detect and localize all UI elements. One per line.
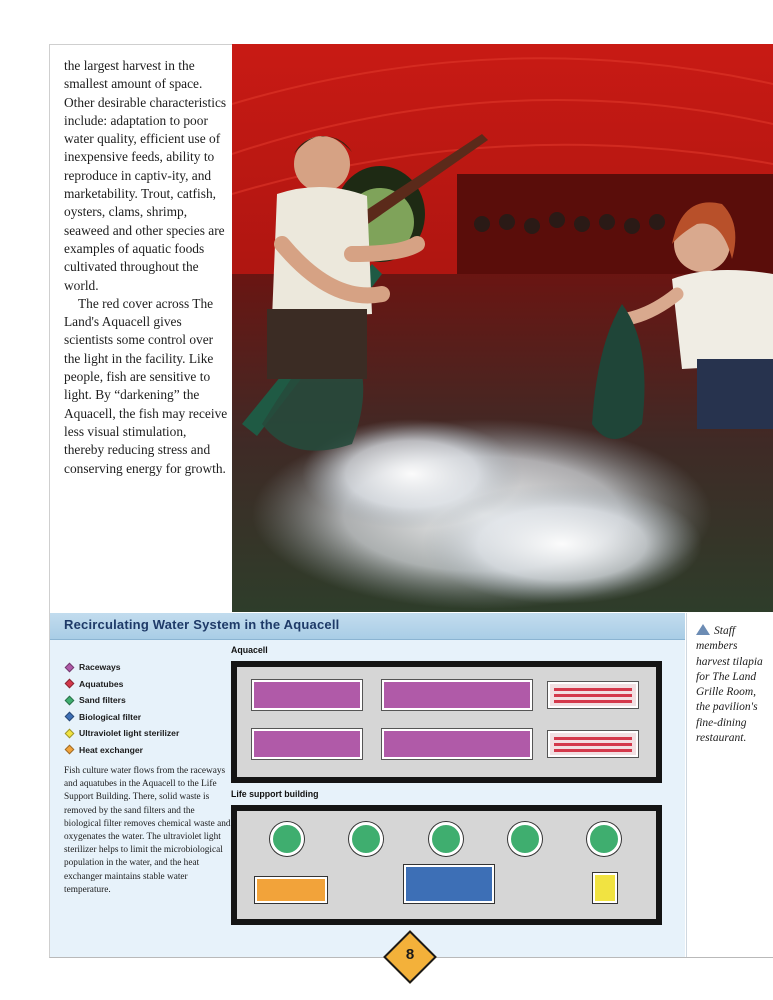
legend-item-raceways xyxy=(64,659,234,676)
aquatube-stripe xyxy=(554,749,632,752)
aquatube xyxy=(548,731,638,757)
triangle-icon xyxy=(696,624,710,635)
legend-label: Sand filters xyxy=(79,695,126,706)
sand-filter xyxy=(429,822,463,856)
harvest-photo-illustration xyxy=(232,44,773,612)
legend-item-heat-exchanger xyxy=(64,742,234,759)
legend-item-biological-filter xyxy=(64,709,234,726)
water-system-diagram xyxy=(50,613,685,957)
aquatube-stripe xyxy=(554,700,632,703)
diamond-icon xyxy=(65,712,75,722)
sand-filter xyxy=(508,822,542,856)
life-support-building xyxy=(231,805,662,925)
legend-item-aquatubes xyxy=(64,676,234,693)
legend-label: Ultraviolet light sterilizer xyxy=(79,728,180,739)
aquatube-stripe xyxy=(554,743,632,746)
harvest-photo xyxy=(232,44,773,612)
aquatube-stripe xyxy=(554,737,632,740)
aquatube-stripe xyxy=(554,688,632,691)
raceway xyxy=(382,680,532,710)
body-paragraph-2: The red cover across The Land's Aquacell gives scientists some control over the light in the facility. Like people, fish are sensitive to light. By “darkening” the Aquacell, the fish may receive less visual stimulation, thereby reducing stress and conserving energy for growth. xyxy=(64,295,228,476)
aquacell-tank xyxy=(231,661,662,783)
caption-text: Staff members harvest tilapia for The Land Grille Room, the pavilion's fine-dining restaurant. xyxy=(696,625,763,745)
legend-label: Raceways xyxy=(79,662,121,673)
diagram-header xyxy=(50,613,685,640)
legend-item-sand-filters xyxy=(64,692,234,709)
page-number: 8 xyxy=(405,946,415,963)
diagram-legend xyxy=(64,659,234,758)
legend-label: Biological filter xyxy=(79,711,142,722)
raceway xyxy=(252,729,362,759)
aquatube-stripe xyxy=(554,694,632,697)
diagram-title: Recirculating Water System in the Aquacell xyxy=(64,617,340,632)
body-text-column xyxy=(64,57,229,478)
aquatube xyxy=(548,682,638,708)
raceway xyxy=(382,729,532,759)
diamond-icon xyxy=(65,745,75,755)
raceway xyxy=(252,680,362,710)
heat-exchanger xyxy=(255,877,327,903)
body-paragraph-1: the largest harvest in the smallest amount of space. Other desirable characteristics include: adaptation to poor water quality, efficient use of inexpensive feeds, ability to reproduce in captiv-ity, and marketability. Trout, catfish, oysters, clams, shrimp, seaweed and other species are examples of aquatic foods cultivated throughout the world. xyxy=(64,58,227,293)
uv-sterilizer xyxy=(593,873,617,903)
legend-item-uv-sterilizer xyxy=(64,725,234,742)
legend-label: Heat exchanger xyxy=(79,744,144,755)
aquacell-label: Aquacell xyxy=(231,645,268,655)
diamond-icon xyxy=(65,728,75,738)
sand-filter xyxy=(587,822,621,856)
diamond-icon xyxy=(65,679,75,689)
diagram-description: Fish culture water flows from the raceways and aquatubes in the Aquacell to the Life Support Building. There, solid waste is removed by the sand filters and the biological filter removes chemical waste and oxygenates the water. The ultraviolet light sterilizer helps to limit the microbiological population in the water, and the heat exchanger maintains stable water temperature. xyxy=(64,766,231,895)
diamond-icon xyxy=(65,662,75,672)
diamond-icon xyxy=(65,695,75,705)
photo-caption xyxy=(696,624,772,746)
sand-filter xyxy=(349,822,383,856)
legend-label: Aquatubes xyxy=(79,678,124,689)
sand-filter xyxy=(270,822,304,856)
life-support-label: Life support building xyxy=(231,789,319,799)
biological-filter xyxy=(404,865,494,903)
